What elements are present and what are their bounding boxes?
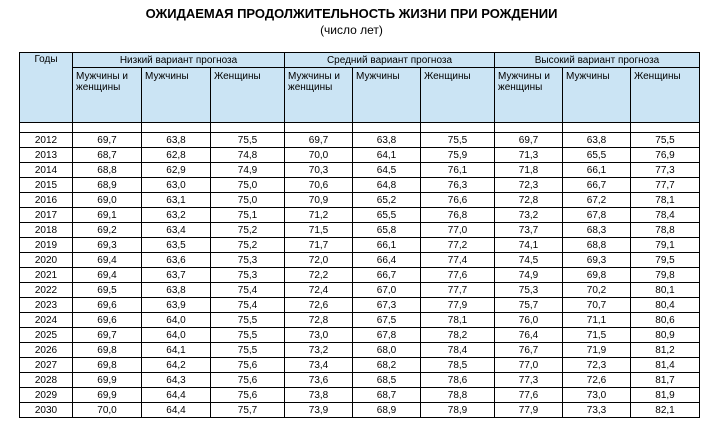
value-cell: 72,8 [495,193,563,208]
value-cell: 75,7 [211,403,285,418]
column-header-years: Годы [20,53,73,123]
value-cell: 71,5 [563,328,631,343]
value-cell: 62,8 [142,148,211,163]
value-cell: 69,1 [73,208,142,223]
value-cell: 66,7 [563,178,631,193]
value-cell: 64,0 [142,328,211,343]
value-cell: 71,3 [495,148,563,163]
value-cell: 76,4 [495,328,563,343]
value-cell: 70,0 [73,403,142,418]
group-header-medium: Средний вариант прогноза [285,53,495,68]
column-header-both-sexes: Мужчины и женщины [73,68,142,123]
year-cell: 2028 [20,373,73,388]
value-cell: 73,4 [285,358,353,373]
group-header-low: Низкий вариант прогноза [73,53,285,68]
value-cell: 73,0 [563,388,631,403]
value-cell: 70,9 [285,193,353,208]
value-cell: 67,8 [563,208,631,223]
table-row [20,193,700,208]
life-expectancy-table [19,52,700,418]
table-row [20,313,700,328]
value-cell: 76,7 [495,343,563,358]
value-cell: 65,8 [353,223,421,238]
value-cell: 82,1 [631,403,700,418]
value-cell: 69,0 [73,193,142,208]
value-cell: 78,1 [421,313,495,328]
year-cell: 2030 [20,403,73,418]
value-cell: 80,9 [631,328,700,343]
value-cell: 72,0 [285,253,353,268]
year-cell: 2014 [20,163,73,178]
year-cell: 2022 [20,283,73,298]
column-header-both-sexes: Мужчины и женщины [285,68,353,123]
value-cell: 69,3 [563,253,631,268]
value-cell: 68,5 [353,373,421,388]
table-row [20,343,700,358]
value-cell: 76,9 [631,148,700,163]
value-cell: 75,4 [211,298,285,313]
value-cell: 68,8 [563,238,631,253]
value-cell: 78,1 [631,193,700,208]
year-cell: 2021 [20,268,73,283]
value-cell: 73,9 [285,403,353,418]
value-cell: 66,1 [563,163,631,178]
value-cell: 68,7 [353,388,421,403]
value-cell: 77,2 [421,238,495,253]
value-cell: 76,1 [421,163,495,178]
year-cell: 2024 [20,313,73,328]
value-cell: 65,2 [353,193,421,208]
column-header-women: Женщины [421,68,495,123]
value-cell: 75,0 [211,193,285,208]
value-cell: 80,4 [631,298,700,313]
value-cell: 71,2 [285,208,353,223]
header-spacer-row [20,123,700,133]
value-cell: 75,3 [211,253,285,268]
value-cell: 75,5 [211,313,285,328]
value-cell: 64,5 [353,163,421,178]
table-row [20,253,700,268]
year-cell: 2018 [20,223,73,238]
value-cell: 64,0 [142,313,211,328]
value-cell: 75,9 [421,148,495,163]
value-cell: 66,4 [353,253,421,268]
column-header-women: Женщины [631,68,700,123]
value-cell: 65,5 [563,148,631,163]
value-cell: 81,9 [631,388,700,403]
value-cell: 75,4 [211,283,285,298]
value-cell: 69,7 [73,133,142,148]
value-cell: 72,3 [563,358,631,373]
value-cell: 69,7 [495,133,563,148]
table-row [20,403,700,418]
value-cell: 70,2 [563,283,631,298]
value-cell: 67,8 [353,328,421,343]
value-cell: 75,2 [211,223,285,238]
page-title: ОЖИДАЕМАЯ ПРОДОЛЖИТЕЛЬНОСТЬ ЖИЗНИ ПРИ РОЖДЕНИИ [145,6,558,21]
value-cell: 69,8 [73,358,142,373]
value-cell: 75,6 [211,373,285,388]
value-cell: 78,8 [631,223,700,238]
value-cell: 64,4 [142,388,211,403]
value-cell: 71,1 [563,313,631,328]
table-body [20,133,700,418]
value-cell: 72,2 [285,268,353,283]
value-cell: 81,4 [631,358,700,373]
value-cell: 69,4 [73,268,142,283]
value-cell: 69,6 [73,313,142,328]
value-cell: 77,7 [631,178,700,193]
value-cell: 64,2 [142,358,211,373]
value-cell: 78,5 [421,358,495,373]
value-cell: 68,8 [73,163,142,178]
value-cell: 75,6 [211,358,285,373]
value-cell: 77,9 [421,298,495,313]
year-cell: 2013 [20,148,73,163]
value-cell: 69,3 [73,238,142,253]
value-cell: 70,3 [285,163,353,178]
value-cell: 77,3 [631,163,700,178]
value-cell: 72,4 [285,283,353,298]
value-cell: 69,8 [73,343,142,358]
value-cell: 81,7 [631,373,700,388]
value-cell: 75,7 [495,298,563,313]
value-cell: 75,3 [211,268,285,283]
value-cell: 64,1 [353,148,421,163]
value-cell: 71,7 [285,238,353,253]
value-cell: 79,5 [631,253,700,268]
value-cell: 64,4 [142,403,211,418]
value-cell: 67,5 [353,313,421,328]
value-cell: 69,6 [73,298,142,313]
year-cell: 2015 [20,178,73,193]
year-cell: 2012 [20,133,73,148]
value-cell: 75,5 [211,328,285,343]
value-cell: 75,5 [211,133,285,148]
value-cell: 70,6 [285,178,353,193]
value-cell: 69,4 [73,253,142,268]
year-cell: 2016 [20,193,73,208]
value-cell: 75,3 [495,283,563,298]
value-cell: 69,7 [73,328,142,343]
value-cell: 71,9 [563,343,631,358]
value-cell: 72,8 [285,313,353,328]
value-cell: 77,0 [495,358,563,373]
value-cell: 67,0 [353,283,421,298]
value-cell: 66,7 [353,268,421,283]
table-row [20,373,700,388]
value-cell: 67,3 [353,298,421,313]
value-cell: 73,2 [495,208,563,223]
value-cell: 78,2 [421,328,495,343]
value-cell: 64,8 [353,178,421,193]
table-row [20,358,700,373]
value-cell: 68,9 [73,178,142,193]
value-cell: 81,2 [631,343,700,358]
year-cell: 2017 [20,208,73,223]
value-cell: 63,1 [142,193,211,208]
value-cell: 77,6 [421,268,495,283]
value-cell: 79,8 [631,268,700,283]
value-cell: 64,3 [142,373,211,388]
value-cell: 69,9 [73,388,142,403]
value-cell: 77,0 [421,223,495,238]
value-cell: 71,5 [285,223,353,238]
value-cell: 76,6 [421,193,495,208]
year-cell: 2020 [20,253,73,268]
value-cell: 78,4 [631,208,700,223]
year-cell: 2025 [20,328,73,343]
group-header-high: Высокий вариант прогноза [495,53,700,68]
value-cell: 74,1 [495,238,563,253]
value-cell: 73,7 [495,223,563,238]
value-cell: 69,2 [73,223,142,238]
value-cell: 63,9 [142,298,211,313]
value-cell: 75,0 [211,178,285,193]
value-cell: 75,5 [211,343,285,358]
value-cell: 75,2 [211,238,285,253]
value-cell: 64,1 [142,343,211,358]
value-cell: 74,8 [211,148,285,163]
value-cell: 73,3 [563,403,631,418]
year-cell: 2023 [20,298,73,313]
value-cell: 71,8 [495,163,563,178]
table-row [20,163,700,178]
table-row [20,388,700,403]
value-cell: 68,9 [353,403,421,418]
value-cell: 69,7 [285,133,353,148]
value-cell: 80,6 [631,313,700,328]
table-row [20,223,700,238]
value-cell: 77,9 [495,403,563,418]
value-cell: 63,5 [142,238,211,253]
value-cell: 73,0 [285,328,353,343]
value-cell: 74,9 [211,163,285,178]
value-cell: 72,6 [285,298,353,313]
value-cell: 63,0 [142,178,211,193]
value-cell: 63,8 [142,133,211,148]
value-cell: 63,7 [142,268,211,283]
year-cell: 2026 [20,343,73,358]
value-cell: 63,2 [142,208,211,223]
value-cell: 66,1 [353,238,421,253]
table-row [20,268,700,283]
column-header-men: Мужчины [142,68,211,123]
table-row [20,238,700,253]
value-cell: 78,9 [421,403,495,418]
value-cell: 73,8 [285,388,353,403]
value-cell: 75,1 [211,208,285,223]
value-cell: 79,1 [631,238,700,253]
value-cell: 75,6 [211,388,285,403]
value-cell: 75,5 [631,133,700,148]
value-cell: 76,0 [495,313,563,328]
year-cell: 2029 [20,388,73,403]
value-cell: 77,4 [421,253,495,268]
column-header-both-sexes: Мужчины и женщины [495,68,563,123]
value-cell: 72,6 [563,373,631,388]
value-cell: 74,9 [495,268,563,283]
value-cell: 62,9 [142,163,211,178]
value-cell: 78,4 [421,343,495,358]
value-cell: 72,3 [495,178,563,193]
table-row [20,133,700,148]
value-cell: 65,5 [353,208,421,223]
value-cell: 68,3 [563,223,631,238]
value-cell: 67,2 [563,193,631,208]
value-cell: 68,2 [353,358,421,373]
value-cell: 70,7 [563,298,631,313]
value-cell: 75,5 [421,133,495,148]
value-cell: 63,4 [142,223,211,238]
value-cell: 76,8 [421,208,495,223]
value-cell: 73,2 [285,343,353,358]
value-cell: 68,7 [73,148,142,163]
column-header-men: Мужчины [563,68,631,123]
value-cell: 80,1 [631,283,700,298]
value-cell: 77,7 [421,283,495,298]
value-cell: 68,0 [353,343,421,358]
page-subtitle: (число лет) [320,23,383,37]
value-cell: 69,5 [73,283,142,298]
table-row [20,208,700,223]
value-cell: 63,8 [563,133,631,148]
year-cell: 2019 [20,238,73,253]
column-header-men: Мужчины [353,68,421,123]
value-cell: 69,9 [73,373,142,388]
value-cell: 78,8 [421,388,495,403]
value-cell: 74,5 [495,253,563,268]
table-row [20,178,700,193]
table-row [20,283,700,298]
value-cell: 77,3 [495,373,563,388]
value-cell: 77,6 [495,388,563,403]
value-cell: 73,6 [285,373,353,388]
value-cell: 70,0 [285,148,353,163]
value-cell: 78,6 [421,373,495,388]
value-cell: 63,6 [142,253,211,268]
column-header-women: Женщины [211,68,285,123]
table-row [20,148,700,163]
year-cell: 2027 [20,358,73,373]
table-row [20,298,700,313]
table-row [20,328,700,343]
value-cell: 63,8 [142,283,211,298]
value-cell: 69,8 [563,268,631,283]
value-cell: 63,8 [353,133,421,148]
value-cell: 76,3 [421,178,495,193]
